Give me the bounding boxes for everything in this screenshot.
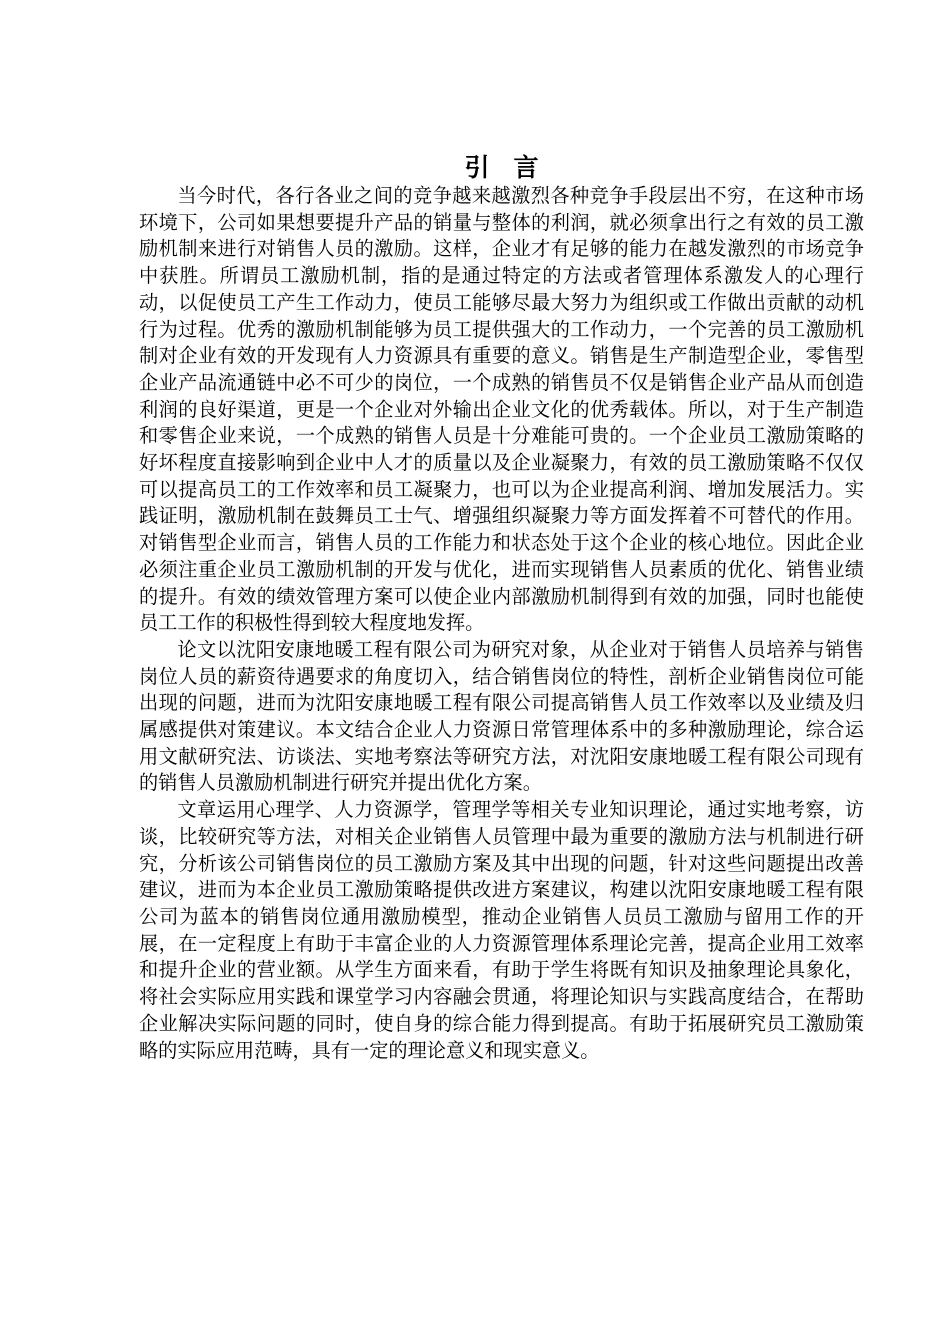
document-page	[139, 153, 864, 1064]
paragraph-2: 论文以沈阳安康地暖工程有限公司为研究对象，从企业对于销售人员培养与销售岗位人员的薪资待遇要求的角度切入，结合销售岗位的特性，剖析企业销售岗位可能出现的问题，进而为沈阳安康地暖工程有限公司提高销售人员工作效率以及业绩及归属感提供对策建议。本文结合企业人力资源日常管理体系中的多种激励理论，综合运用文献研究法、访谈法、实地考察法等研究方法，对沈阳安康地暖工程有限公司现有的销售人员激励机制进行研究并提出优化方案。	[139, 637, 864, 795]
document-body	[139, 183, 864, 1064]
paragraph-1: 当今时代，各行各业之间的竞争越来越激烈各种竞争手段层出不穷，在这种市场环境下，公司如果想要提升产品的销量与整体的利润，就必须拿出行之有效的员工激励机制来进行对销售人员的激励。这样，企业才有足够的能力在越发激烈的市场竞争中获胜。所谓员工激励机制，指的是通过特定的方法或者管理体系激发人的心理行动，以促使员工产生工作动力，使员工能够尽最大努力为组织或工作做出贡献的动机行为过程。优秀的激励机制能够为员工提供强大的工作动力，一个完善的员工激励机制对企业有效的开发现有人力资源具有重要的意义。销售是生产制造型企业，零售型企业产品流通链中必不可少的岗位，一个成熟的销售员不仅是销售企业产品从而创造利润的良好渠道，更是一个企业对外输出企业文化的优秀载体。所以，对于生产制造和零售企业来说，一个成熟的销售人员是十分难能可贵的。一个企业员工激励策略的好坏程度直接影响到企业中人才的质量以及企业凝聚力，有效的员工激励策略不仅仅可以提高员工的工作效率和员工凝聚力，也可以为企业提高利润、增加发展活力。实践证明，激励机制在鼓舞员工士气、增强组织凝聚力等方面发挥着不可替代的作用。对销售型企业而言，销售人员的工作能力和状态处于这个企业的核心地位。因此企业必须注重企业员工激励机制的开发与优化，进而实现销售人员素质的优化、销售业绩的提升。有效的绩效管理方案可以使企业内部激励机制得到有效的加强，同时也能使员工工作的积极性得到较大程度地发挥。	[139, 184, 864, 635]
paragraph-3: 文章运用心理学、人力资源学，管理学等相关专业知识理论，通过实地考察，访谈，比较研究等方法，对相关企业销售人员管理中最为重要的激励方法与机制进行研究，分析该公司销售岗位的员工激励方案及其中出现的问题，针对这些问题提出改善建议，进而为本企业员工激励策略提供改进方案建议，构建以沈阳安康地暖工程有限公司为蓝本的销售岗位通用激励模型，推动企业销售人员员工激励与留用工作的开展，在一定程度上有助于丰富企业的人力资源管理体系理论完善，提高企业用工效率和提升企业的营业额。从学生方面来看，有助于学生将既有知识及抽象理论具象化，将社会实际应用实践和课堂学习内容融会贯通，将理论知识与实践高度结合，在帮助企业解决实际问题的同时，使自身的综合能力得到提高。有助于拓展研究员工激励策略的实际应用范畴，具有一定的理论意义和现实意义。	[139, 798, 864, 1062]
section-title: 引言	[464, 153, 563, 182]
